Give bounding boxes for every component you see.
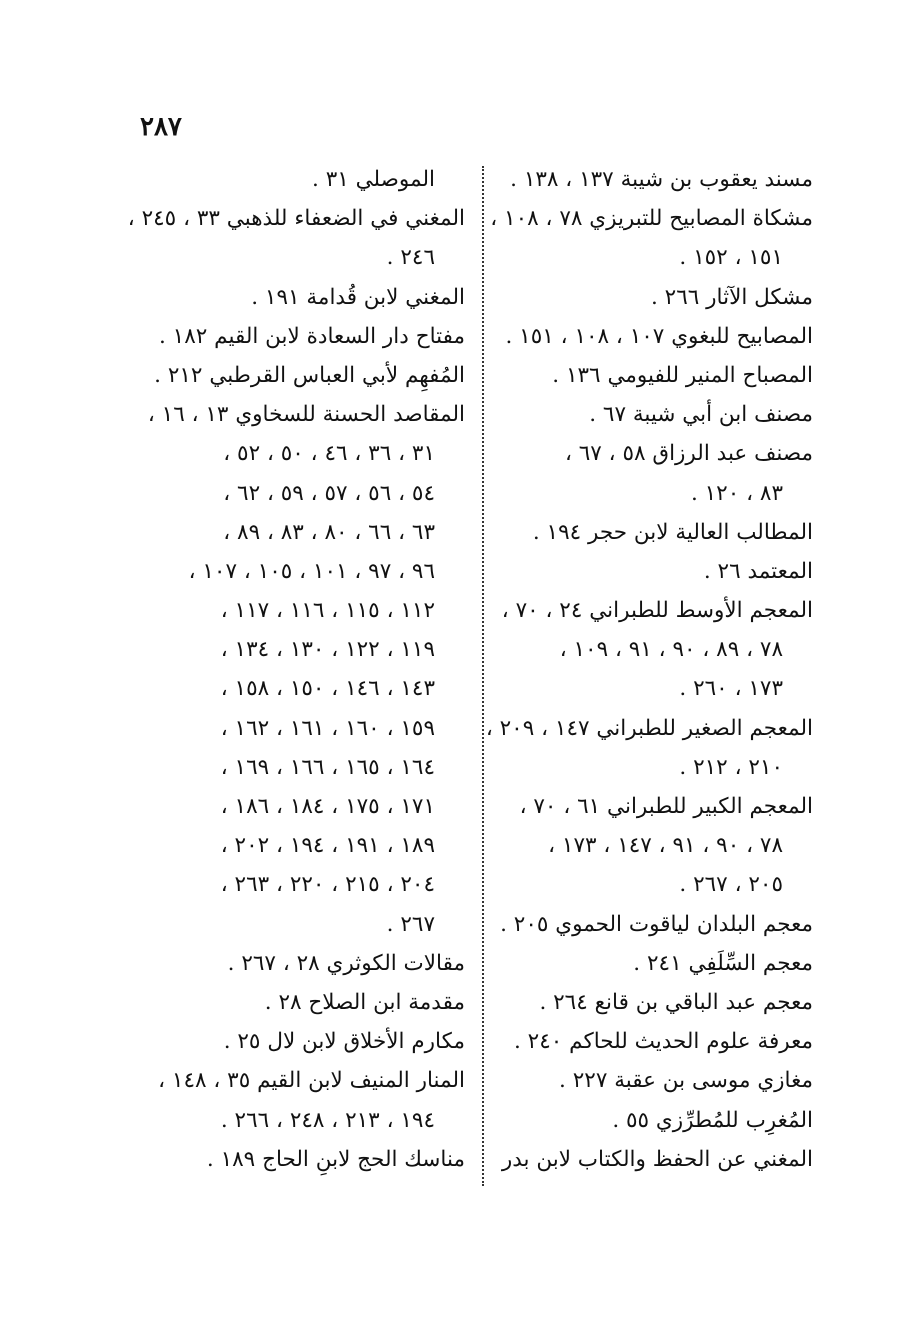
index-entry-line: المطالب العالية لابن حجر ١٩٤ . (532, 519, 813, 545)
index-entry-line: مغازي موسى بن عقبة ٢٢٧ . (559, 1068, 813, 1094)
index-continuation-line: ١٨٩ ، ١٩١ ، ١٩٤ ، ٢٠٢ ، (220, 833, 435, 859)
index-continuation-line: ٦٣ ، ٦٦ ، ٨٠ ، ٨٣ ، ٨٩ ، (223, 519, 435, 545)
index-continuation-line: الموصلي ٣١ . (312, 167, 435, 192)
index-continuation-line: ١٧٣ ، ٢٦٠ . (679, 676, 783, 702)
index-continuation-line: ٢٦٧ . (386, 911, 435, 937)
index-continuation-line: ١٥٩ ، ١٦٠ ، ١٦١ ، ١٦٢ ، (220, 715, 435, 741)
index-entry-line: المُغرِب للمُطرِّزي ٥٥ . (612, 1107, 813, 1133)
index-entry-line: المصباح المنير للفيومي ١٣٦ . (552, 362, 813, 388)
index-entry-line: المعجم الصغير للطبراني ١٤٧ ، ٢٠٩ ، (485, 715, 813, 741)
index-entry-line: المغني لابن قُدامة ١٩١ . (251, 284, 465, 310)
index-entry-line: مناسك الحج لابنِ الحاج ١٨٩ . (206, 1146, 465, 1172)
index-entry-line: مكارم الأخلاق لابن لال ٢٥ . (223, 1029, 465, 1055)
index-continuation-line: ٢٠٥ ، ٢٦٧ . (679, 872, 783, 898)
index-continuation-line: ١٥١ ، ١٥٢ . (679, 245, 783, 271)
index-entry-line: مشكاة المصابيح للتبريزي ٧٨ ، ١٠٨ ، (490, 206, 813, 232)
index-entry-line: معجم البلدان لياقوت الحموي ٢٠٥ . (500, 911, 813, 937)
index-continuation-line: ١١٢ ، ١١٥ ، ١١٦ ، ١١٧ ، (220, 598, 435, 624)
index-continuation-line: ٥٤ ، ٥٦ ، ٥٧ ، ٥٩ ، ٦٢ ، (223, 480, 435, 506)
index-entry-line: معجم عبد الباقي بن قانع ٢٦٤ . (539, 989, 813, 1015)
index-entry-line: المغني في الضعفاء للذهبي ٣٣ ، ٢٤٥ ، (127, 206, 465, 232)
index-entry-line: معرفة علوم الحديث للحاكم ٢٤٠ . (513, 1029, 813, 1055)
index-column-left (127, 160, 465, 1179)
index-entry-line: المنار المنيف لابن القيم ٣٥ ، ١٤٨ ، (158, 1068, 465, 1094)
index-entry-line: مفتاح دار السعادة لابن القيم ١٨٢ . (158, 323, 465, 349)
index-entry-line: المصابيح للبغوي ١٠٧ ، ١٠٨ ، ١٥١ . (505, 323, 813, 349)
index-continuation-line: ٧٨ ، ٨٩ ، ٩٠ ، ٩١ ، ١٠٩ ، (559, 637, 783, 663)
index-continuation-line: ١٧١ ، ١٧٥ ، ١٨٤ ، ١٨٦ ، (220, 794, 435, 819)
index-continuation-line: ١٤٣ ، ١٤٦ ، ١٥٠ ، ١٥٨ ، (220, 676, 435, 702)
index-entry-line: مقدمة ابن الصلاح ٢٨ . (264, 989, 465, 1015)
index-continuation-line: ١٩٤ ، ٢١٣ ، ٢٤٨ ، ٢٦٦ . (220, 1107, 435, 1133)
index-column-right (485, 160, 813, 1179)
index-continuation-line: ١١٩ ، ١٢٢ ، ١٣٠ ، ١٣٤ ، (220, 637, 435, 663)
index-entry-line: المُفهِم لأبي العباس القرطبي ٢١٢ . (154, 362, 465, 388)
index-continuation-line: ٣١ ، ٣٦ ، ٤٦ ، ٥٠ ، ٥٢ ، (223, 441, 435, 467)
index-entry-line: المعجم الكبير للطبراني ٦١ ، ٧٠ ، (519, 794, 813, 819)
index-entry-line: المعتمد ٢٦ . (703, 558, 813, 584)
index-entry-line: مقالات الكوثري ٢٨ ، ٢٦٧ . (227, 950, 465, 976)
index-continuation-line: ١٦٤ ، ١٦٥ ، ١٦٦ ، ١٦٩ ، (220, 754, 435, 780)
index-entry-line: المعجم الأوسط للطبراني ٢٤ ، ٧٠ ، (501, 598, 813, 624)
index-entry-line: مشكل الآثار ٢٦٦ . (650, 284, 813, 310)
index-continuation-line: ٢١٠ ، ٢١٢ . (679, 754, 783, 780)
index-entry-line: مصنف ابن أبي شيبة ٦٧ . (589, 402, 813, 428)
index-entry-line: المقاصد الحسنة للسخاوي ١٣ ، ١٦ ، (147, 402, 465, 428)
page-number: ٢٨٧ (140, 112, 182, 142)
index-continuation-line: ٩٦ ، ٩٧ ، ١٠١ ، ١٠٥ ، ١٠٧ ، (188, 558, 435, 584)
column-divider (482, 166, 484, 1186)
index-continuation-line: ٧٨ ، ٩٠ ، ٩١ ، ١٤٧ ، ١٧٣ ، (548, 833, 783, 859)
index-continuation-line: ٨٣ ، ١٢٠ . (690, 480, 783, 506)
index-entry-line: معجم السِّلَفِي ٢٤١ . (633, 950, 813, 976)
index-entry-line: مصنف عبد الرزاق ٥٨ ، ٦٧ ، (564, 441, 813, 467)
index-entry-line: المغني عن الحفظ والكتاب لابن بدر (501, 1146, 813, 1172)
index-entry-line: مسند يعقوب بن شيبة ١٣٧ ، ١٣٨ . (510, 167, 813, 192)
index-continuation-line: ٢٠٤ ، ٢١٥ ، ٢٢٠ ، ٢٦٣ ، (220, 872, 435, 898)
index-continuation-line: ٢٤٦ . (386, 245, 435, 271)
